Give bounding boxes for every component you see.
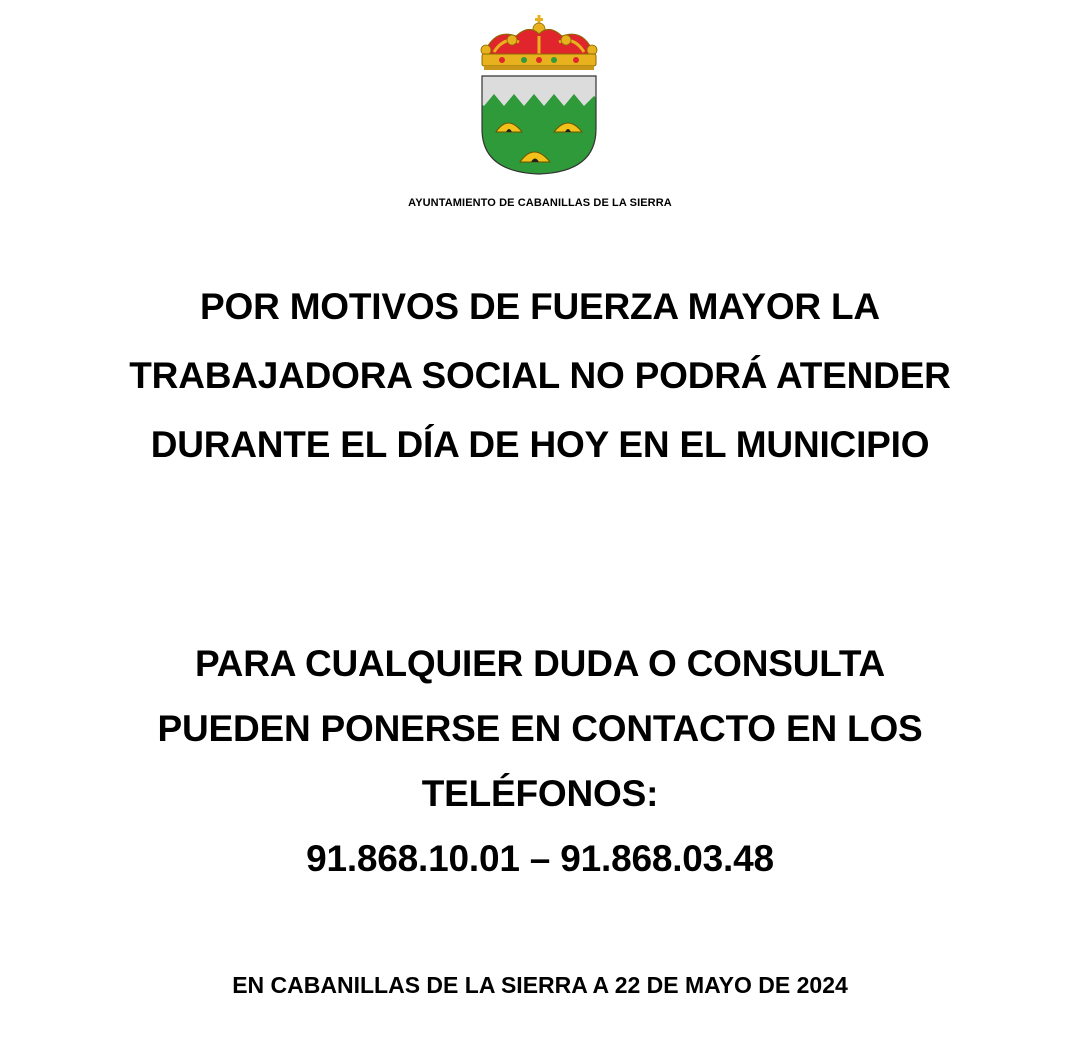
contact-line: PUEDEN PONERSE EN CONTACTO EN LOS bbox=[157, 708, 923, 749]
contact-line: TELÉFONOS: bbox=[421, 773, 659, 814]
organization-name: AYUNTAMIENTO DE CABANILLAS DE LA SIERRA bbox=[408, 197, 672, 209]
notice-message bbox=[0, 272, 1080, 479]
contact-message bbox=[0, 631, 1080, 891]
shield bbox=[474, 74, 604, 178]
notice-line: POR MOTIVOS DE FUERZA MAYOR LA bbox=[200, 286, 880, 327]
coat-of-arms-icon bbox=[474, 14, 604, 178]
phone-numbers: 91.868.10.01 – 91.868.03.48 bbox=[306, 838, 774, 879]
notice-line: DURANTE EL DÍA DE HOY EN EL MUNICIPIO bbox=[150, 424, 930, 465]
place-and-date: EN CABANILLAS DE LA SIERRA A 22 DE MAYO DE 2024 bbox=[232, 972, 848, 998]
contact-line: PARA CUALQUIER DUDA O CONSULTA bbox=[194, 643, 886, 684]
crown bbox=[481, 15, 597, 70]
notice-line: TRABAJADORA SOCIAL NO PODRÁ ATENDER bbox=[129, 355, 951, 396]
